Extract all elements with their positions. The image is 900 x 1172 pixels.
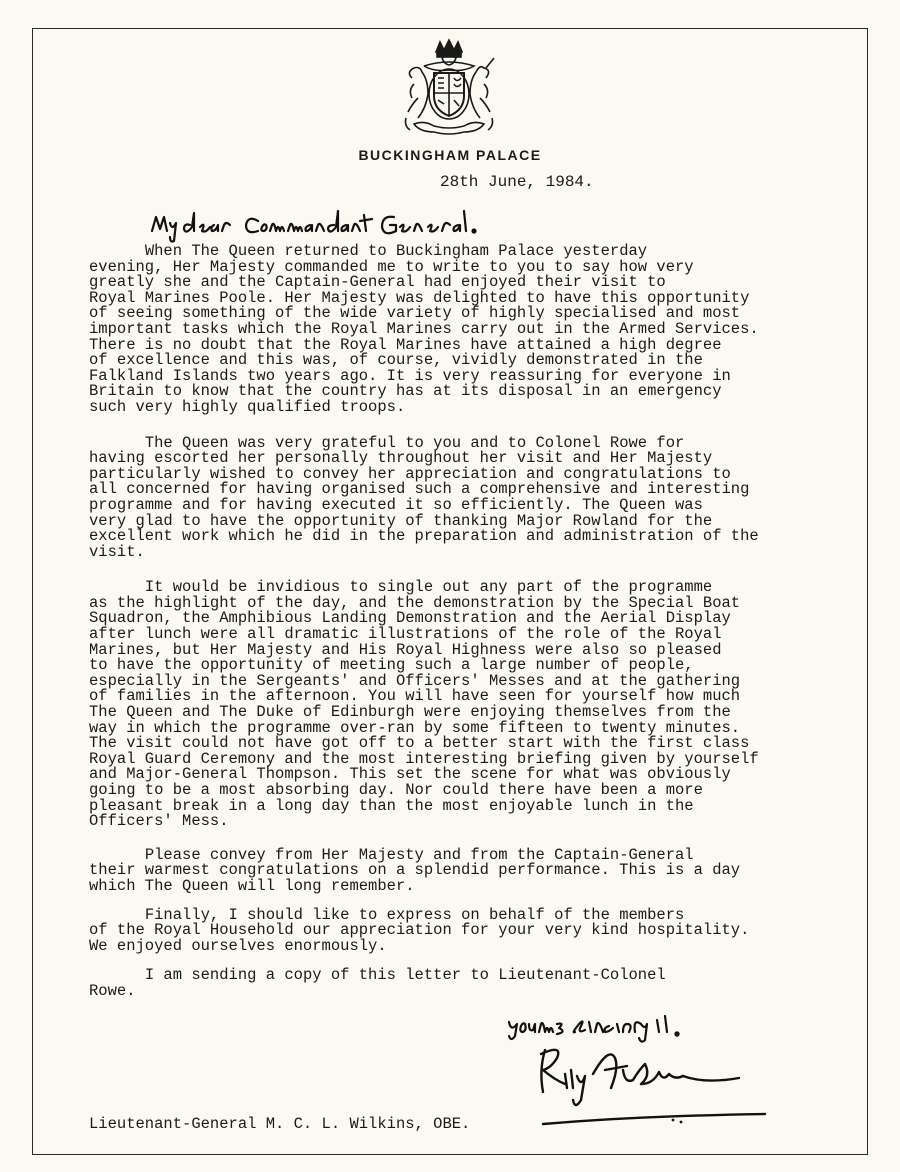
paragraph-visit: When The Queen returned to Buckingham Palace yesterday evening, Her Majesty commanded me to write to you to say how very greatly she and the Captain-General had enjoyed their visit to Royal Marines Poole. Her Majesty was delighted to have this opportunity of seeing something of the wide variety of highly specialised and most important tasks which the Royal Marines carry out in the Armed Services. There is no doubt that the Royal Marines have attained a high degree of excellence and this was, of course, vividly demonstrated in the Falkland Islands two years ago. It is very reassuring for everyone in Britain to know that the country has at its disposal in an emergency such very highly qualified troops. <box>89 242 759 416</box>
royal-coat-of-arms-icon <box>394 38 504 138</box>
letterhead-address: BUCKINGHAM PALACE <box>358 147 542 163</box>
paragraph-hospitality: Finally, I should like to express on behalf of the members of the Royal Household our appreciation for your very kind hospitality. We enjoyed ourselves enormously. <box>89 905 750 955</box>
letter-date: 28th June, 1984. <box>440 173 594 191</box>
paragraph-gratitude: The Queen was very grateful to you and to Colonel Rowe for having escorted her personally throughout her visit and Her Majesty particularly wished to convey her appreciation and congratulations to all concerned for having organised such a comprehensive and interesting programme and for having executed it so efficiently. The Queen was very glad to have the opportunity of thanking Major Rowland for the excellent work which he did in the preparation and administration of the visit. <box>89 433 759 561</box>
paragraph-copy-note: I am sending a copy of this letter to Lieutenant-Colonel Rowe. <box>89 966 666 1000</box>
handwritten-salutation <box>150 205 480 245</box>
addressee: Lieutenant-General M. C. L. Wilkins, OBE. <box>89 1115 471 1133</box>
paragraph-highlights: It would be invidious to single out any part of the programme as the highlight of the day, and the demonstration by the Special Boat Squadron, the Amphibious Landing Demonstration and the Aerial Display after lunch were all dramatic illustrations of the role of the Royal Marines, but Her Majesty and His Royal Highness were also so pleased to have the opportunity of meeting such a large number of people, especially in the Sergeants' and Officers' Messes and at the gathering of families in the afternoon. You will have seen for yourself how much The Queen and The Duke of Edinburgh were enjoying themselves from the way in which the programme over-ran by some fifteen to twenty minutes. The visit could not have got off to a better start with the first class Royal Guard Ceremony and the most interesting briefing given by yourself and Major-General Thompson. This set the scene for what was obviously going to be a most absorbing day. Nor could there have been a more pleasant break in a long day than the most enjoyable lunch in the Officers' Mess. <box>89 578 759 831</box>
handwritten-signature <box>535 1040 775 1130</box>
paragraph-congratulations: Please convey from Her Majesty and from the Captain-General their warmest congratulations on a splendid performance. This is a day which The Queen will long remember. <box>89 845 741 895</box>
letter-body <box>89 244 829 1014</box>
